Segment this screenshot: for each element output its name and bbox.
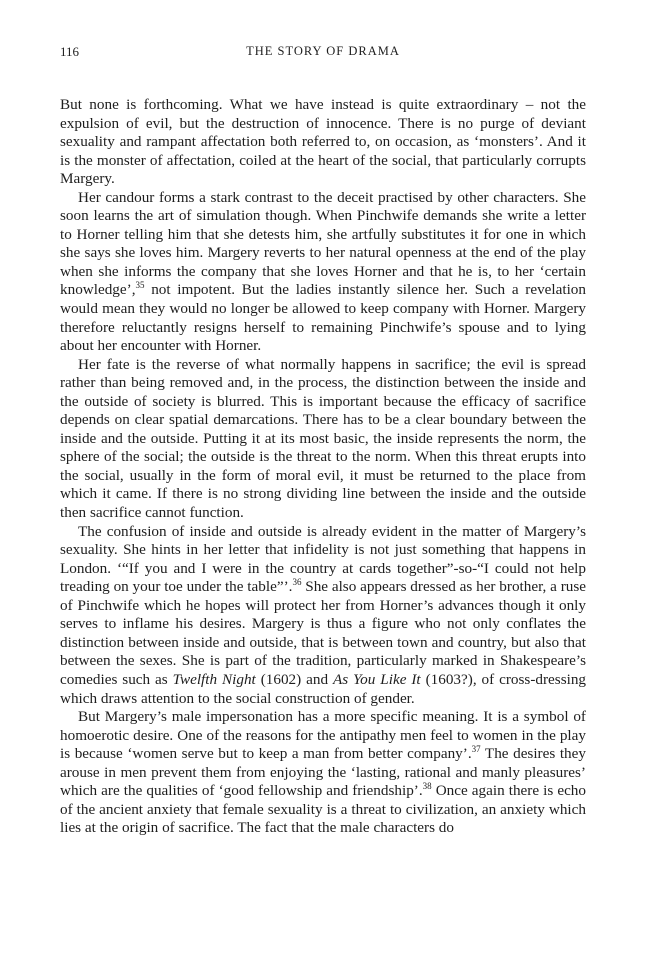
page-header [60, 44, 586, 64]
footnote-marker: 35 [135, 280, 145, 291]
text-segment: Her fate is the reverse of what normally happens in sacrifice; the evil is spread rather than being removed and, in the process, the distinction between the inside and the outside of society is blurred. This is important because the efficacy of sacrifice depends on clear spatial demarcations. There has to be a clear boundary between the inside and the outside. Putting it at its most basic, the inside represents the norm, the sphere of the social; the outside is the threat to the norm. When this threat erupts into the social, usually in the form of moral evil, it must be returned to the place from which it came. If there is no strong dividing line between the inside and the outside then sacrifice cannot function. [60, 355, 586, 522]
running-head: THE STORY OF DRAMA [246, 44, 400, 58]
body-text [60, 96, 586, 838]
paragraph [60, 523, 586, 708]
text-segment: not impotent. But the ladies instantly silence her. Such a revelation would mean they would no longer be allowed to keep company with Horner. Margery therefore reluctantly resigns herself to remaining Pinchwife’s spouse and to lying about her encounter with Horner. [60, 281, 586, 355]
page-number: 116 [60, 44, 80, 59]
paragraph [60, 708, 586, 838]
italic-title: Twelfth Night [172, 670, 256, 688]
paragraph [60, 96, 586, 189]
text-segment: But none is forthcoming. What we have instead is quite extraordinary – not the expulsion of evil, but the destruction of innocence. There is no purge of deviant sexuality and rampant affectation both referred to, on occasion, as ‘monsters’. And it is the monster of affectation, coiled at the heart of the social, that particularly corrupts Margery. [60, 96, 586, 188]
italic-title: As You Like It [333, 670, 421, 688]
footnote-marker: 36 [292, 577, 302, 588]
footnote-marker: 38 [422, 781, 432, 792]
text-segment: Her candour forms a stark contrast to the deceit practised by other characters. She soon learns the art of simulation though. When Pinchwife demands she write a letter to Horner telling him that she detests him, she artfully substitutes it for one in which she says she loves him. Margery reverts to her natural openness at the end of the play when she informs the company that she loves Horner and that he is, to her ‘certain knowledge’, [60, 188, 586, 299]
text-segment: But Margery’s male impersonation has a more specific meaning. It is a symbol of homoerotic desire. One of the reasons for the antipathy men feel to women in the play is because ‘women serve but to keep a man from better company’. [60, 708, 586, 763]
paragraph [60, 189, 586, 356]
paragraph [60, 356, 586, 523]
text-segment: She also appears dressed as her brother, a ruse of Pinchwife which he hopes will protect her from Horner’s advances though it only serves to inflame his desires. Margery is thus a figure who not only conflates the distinction between inside and outside, that is between town and country, but also that between the sexes. She is part of the tradition, particularly marked in Shakespeare’s comedies such as [60, 578, 586, 688]
text-segment: Once again there is echo of the ancient anxiety that female sexuality is a threat to civilization, an anxiety which lies at the origin of sacrifice. The fact that the male characters do [60, 782, 586, 837]
text-segment: The confusion of inside and outside is already evident in the matter of Margery’s sexuality. She hints in her letter that infidelity is not just something that happens in London. ‘“If you and I were in the country at cards together”-so-“I could not help treading on your toe under the table”’. [60, 522, 586, 596]
footnote-marker: 37 [471, 744, 481, 755]
text-segment: (1603?), of cross-dressing which draws attention to the social construction of gender. [60, 670, 587, 707]
text-segment: (1602) and [255, 670, 333, 688]
text-segment: The desires they arouse in men prevent them from enjoying the ‘lasting, rational and manly pleasures’ which are the qualities of ‘good fellowship and friendship’. [60, 745, 586, 800]
